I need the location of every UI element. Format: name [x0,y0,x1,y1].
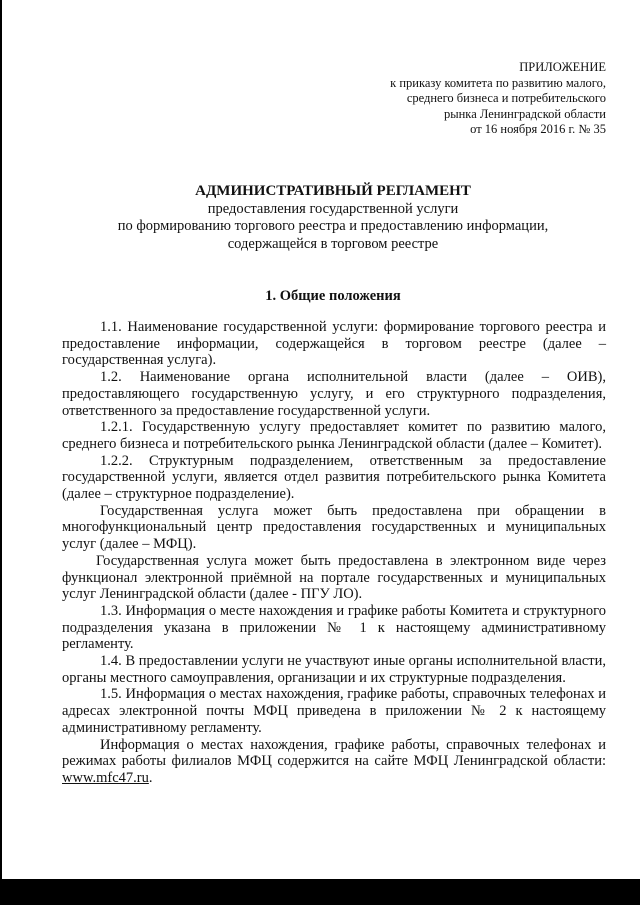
scan-edge [0,0,2,905]
paragraph-text: Информация о местах нахождения, графике работы, справочных телефонах и режимах работы филиалов МФЦ содержится на сайте МФЦ Ленинградской области: [62,736,606,770]
appendix-order-line: среднего бизнеса и потребительского [406,91,606,105]
paragraph-electronic: Государственная услуга может быть предоставлена в электронном виде через функционал электронной приёмной на портале государственных и муниципальных услуг Ленинградской области (далее - ПГУ ЛО). [62,552,606,603]
paragraph-1-2: 1.2. Наименование органа исполнительной власти (далее – ОИВ), предоставляющего государственную услугу, и его структурного подразделения, ответственного за предоставление государственной услуги. [62,369,606,419]
appendix-header [390,60,606,138]
paragraph-1-2-1: 1.2.1. Государственную услугу предоставляет комитет по развитию малого, среднего бизнеса и потребительского рынка Ленинградской области (далее – Комитет). [62,419,606,452]
scan-bottom-border [0,879,640,905]
paragraph-1-5: 1.5. Информация о местах нахождения, графике работы, справочных телефонах и адресах электронной почты МФЦ приведена в приложении № 2 к настоящему административному регламенту. [62,686,606,736]
appendix-label: ПРИЛОЖЕНИЕ [519,60,606,74]
mfc-site-link[interactable]: www.mfc47.ru [62,769,149,786]
section-body [62,319,606,787]
paragraph-end: . [148,769,153,786]
paragraph-1-1: 1.1. Наименование государственной услуги: формирование торгового реестра и предоставление информации, содержащейся в торговом реестре (далее – государственная услуга). [62,319,606,369]
appendix-order-line: рынка Ленинградской области [443,106,606,121]
paragraph-1-3: 1.3. Информация о месте нахождения и графике работы Комитета и структурного подразделения указана в приложении № 1 к настоящему административному регламенту. [62,602,606,653]
title-subtitle: содержащейся в торговом реестре [227,235,439,252]
appendix-order-date: от 16 ноября 2016 г. № 35 [470,122,606,136]
document-title [60,183,606,253]
paragraph-mfc: Государственная услуга может быть предоставлена при обращении в многофункциональный центр предоставления государственных и муниципальных услуг (далее – МФЦ). [62,502,606,553]
title-subtitle: предоставления государственной услуги [207,200,459,217]
paragraph-mfc-branches [62,737,606,787]
appendix-order-line: к приказу комитета по развитию малого, [390,75,606,90]
section-heading: 1. Общие положения [265,288,401,304]
title-main: АДМИНИСТРАТИВНЫЙ РЕГЛАМЕНТ [195,183,471,199]
paragraph-1-4: 1.4. В предоставлении услуги не участвуют иные органы исполнительной власти, органы местного самоуправления, организации и их структурные подразделения. [62,653,606,686]
title-subtitle: по формированию торгового реестра и предоставлению информации, [117,218,549,234]
paragraph-1-2-2: 1.2.2. Структурным подразделением, ответственным за предоставление государственной услуги, является отдел развития потребительского рынка Комитета (далее – структурное подразделение). [62,452,606,503]
